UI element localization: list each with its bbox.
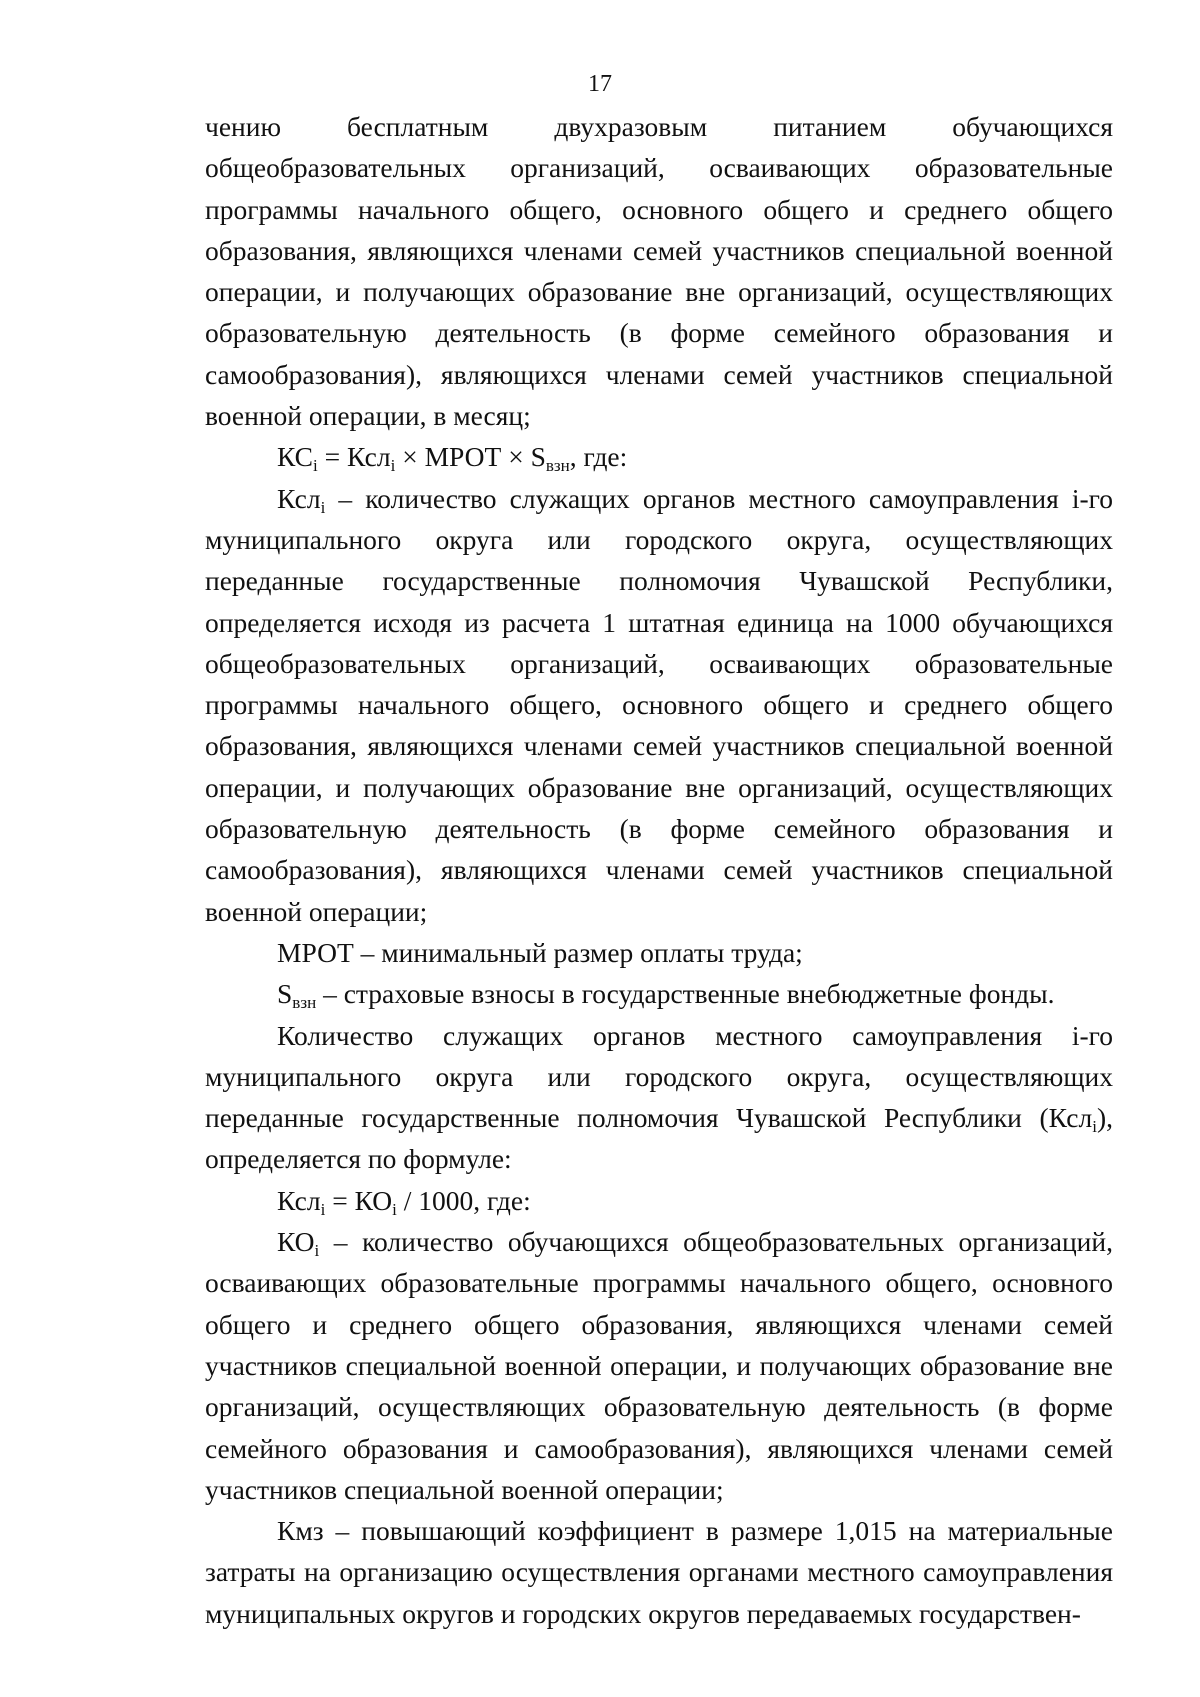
subscript: i [1092,1116,1097,1136]
definition-text: – количество обучающихся общеобразовательных организаций, осваивающих образовательные программы начального общего, основного общего и среднего общего образования, являющихся членами семей участников специальной военной операции, и получающих образование вне организаций, осуществляющих образовательную деятельность (в форме семейного образования и самообразования), являющихся членами семей участников специальной военной операции; [205,1226,1113,1505]
definition-term: Ксл [277,482,321,514]
formula-s-term: S [530,441,546,473]
paragraph-ksl-formula-intro [205,1015,1113,1180]
definition-kmz: Кмз – повышающий коэффициент в размере 1,015 на материальные затраты на организацию осуществления органами местного самоуправления муниципальных округов и городских округов передаваемых государствен- [205,1515,1113,1629]
formula-tail: / 1000, где: [396,1184,531,1216]
formula-times: × МРОТ × [395,441,531,473]
formula-ks-term: КС [277,441,313,473]
subscript: i [390,456,396,476]
formula-ksl-term: Ксл [277,1184,321,1216]
page-number: 17 [588,71,612,97]
subscript: i [313,456,318,476]
formula-ks [205,436,1113,477]
definition-mrot: МРОТ – минимальный размер оплаты труда; [277,936,803,968]
subscript: i [320,1199,326,1219]
subscript: i [392,1199,397,1219]
definition-ksl [205,478,1113,932]
subscript: взн [545,456,570,476]
subscript: взн [292,993,317,1012]
formula-ksl [205,1180,1113,1221]
definition-ko [205,1221,1113,1510]
paragraph-text: ), определяется по формуле: [205,1102,1113,1175]
formula-eq: = КО [325,1184,393,1216]
definition-text: – страховые взносы в государственные внебюджетные фонды. [316,978,1055,1010]
paragraph-continuation: чению бесплатным двухразовым питанием обучающихся общеобразовательных организаций, осваивающих образовательные программы начального общего, основного общего и среднего общего образования, являющихся членами семей участников специальной военной операции, и получающих образование вне организаций, осуществляющих образовательную деятельность (в форме семейного образования и самообразования), являющихся членами семей участников специальной военной операции, в месяц; [205,111,1113,432]
definition-term: КО [277,1226,315,1258]
paragraph-text: Количество служащих органов местного самоуправления i-го муниципального округа или городского округа, осуществляющих переданные государственные полномочия Чувашской Республики (Ксл [205,1019,1113,1134]
subscript: i [320,497,326,517]
definition-text: – количество служащих органов местного самоуправления i-го муниципального округа или городского округа, осуществляющих переданные государственные полномочия Чувашской Республики, определяется исходя из расчета 1 штатная единица на 1000 обучающихся общеобразовательных организаций, осваивающих образовательные программы начального общего, основного общего и среднего общего образования, являющихся членами семей участников специальной военной операции, и получающих образование вне организаций, осуществляющих образовательную деятельность (в форме семейного образования и самообразования), являющихся членами семей участников специальной военной операции; [205,482,1113,927]
definition-term: S [277,978,293,1010]
formula-eq: = [317,441,347,473]
document-body [205,106,1113,1634]
formula-tail: , где: [569,441,628,473]
formula-ksl-term: Ксл [347,441,391,473]
subscript: i [314,1240,320,1260]
definition-svzn [205,973,1113,1014]
